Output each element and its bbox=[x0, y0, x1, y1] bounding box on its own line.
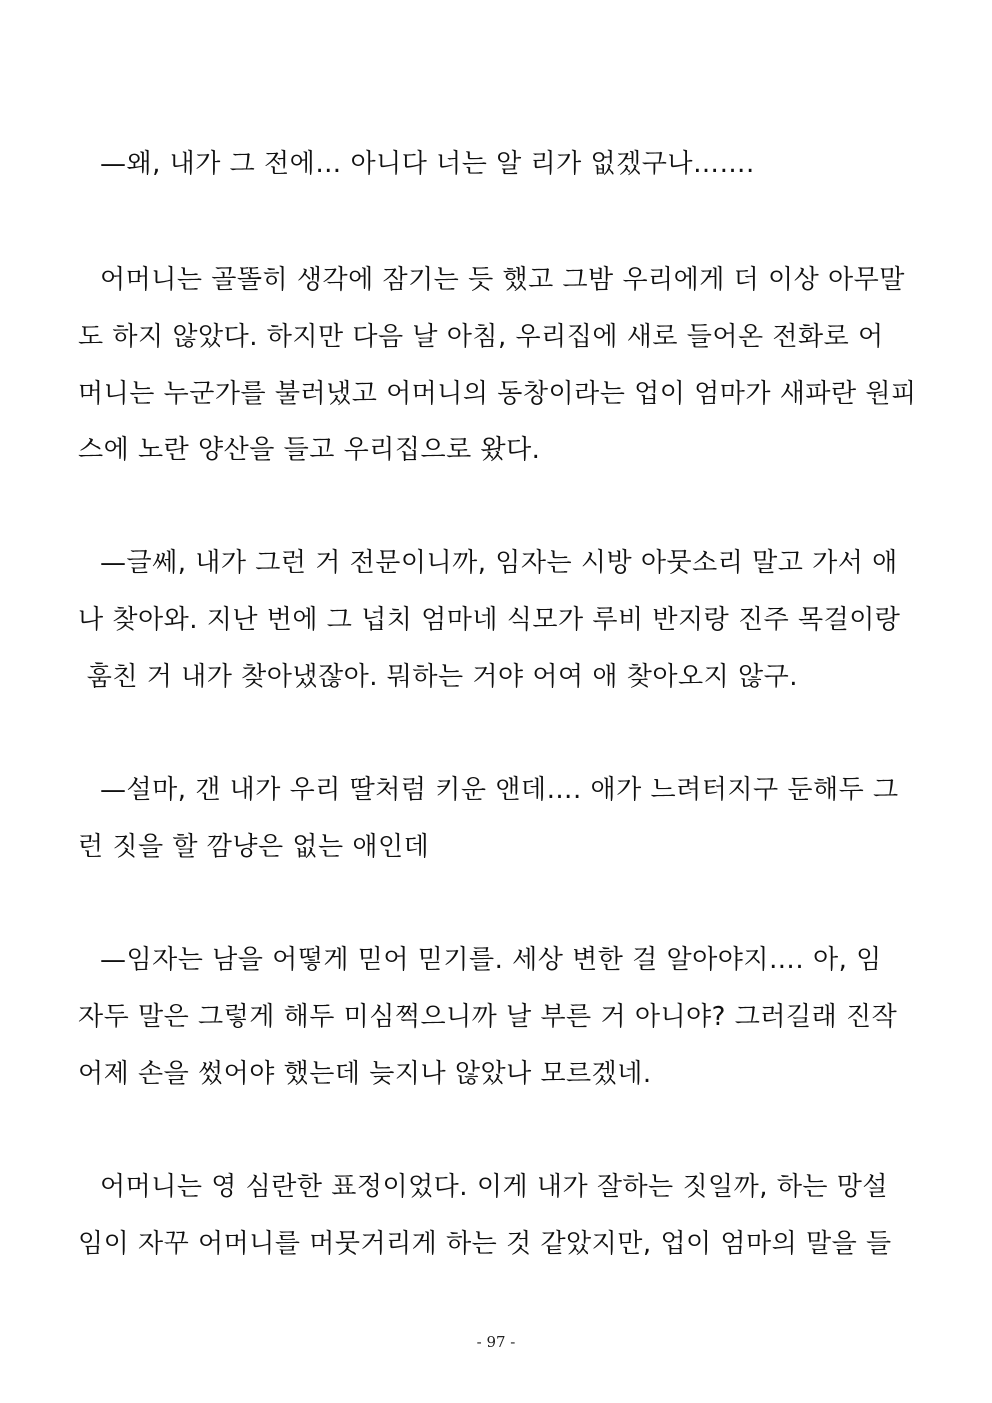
text-line: —글쎄, 내가 그런 거 전문이니까, 임자는 시방 아뭇소리 말고 가서 애 bbox=[100, 548, 898, 578]
text-line: 도 하지 않았다. 하지만 다음 날 아침, 우리집에 새로 들어온 전화로 어 bbox=[78, 322, 884, 352]
text-line: 어머니는 영 심란한 표정이었다. 이게 내가 잘하는 짓일까, 하는 망설 bbox=[100, 1172, 889, 1202]
text-line: 자두 말은 그렇게 해두 미심쩍으니까 날 부른 거 아니야? 그러길래 진작 bbox=[78, 1002, 898, 1032]
text-line: 스에 노란 양산을 들고 우리집으로 왔다. bbox=[78, 435, 541, 465]
text-line: 나 찾아와. 지난 번에 그 넙치 엄마네 식모가 루비 반지랑 진주 목걸이랑 bbox=[78, 605, 901, 635]
text-line: 머니는 누군가를 불러냈고 어머니의 동창이라는 업이 엄마가 새파란 원피 bbox=[78, 379, 917, 409]
text-line: —왜, 내가 그 전에… 아니다 너는 알 리가 없겠구나……. bbox=[100, 149, 755, 179]
text-line: 어제 손을 썼어야 했는데 늦지나 않았나 모르겠네. bbox=[78, 1059, 652, 1089]
text-line: 훔친 거 내가 찾아냈잖아. 뭐하는 거야 어여 애 찾아오지 않구. bbox=[78, 662, 798, 692]
text-line: —설마, 갠 내가 우리 딸처럼 키운 앤데…. 애가 느려터지구 둔해두 그 bbox=[100, 775, 899, 805]
text-line: —임자는 남을 어떻게 믿어 믿기를. 세상 변한 걸 알아야지…. 아, 임 bbox=[100, 945, 882, 975]
text-line: 어머니는 골똘히 생각에 잠기는 듯 했고 그밤 우리에게 더 이상 아무말 bbox=[100, 265, 905, 295]
text-line: 런 짓을 할 깜냥은 없는 애인데 bbox=[78, 832, 430, 862]
page-number: - 97 - bbox=[476, 1333, 516, 1351]
text-line: 임이 자꾸 어머니를 머뭇거리게 하는 것 같았지만, 업이 엄마의 말을 들 bbox=[78, 1229, 892, 1259]
